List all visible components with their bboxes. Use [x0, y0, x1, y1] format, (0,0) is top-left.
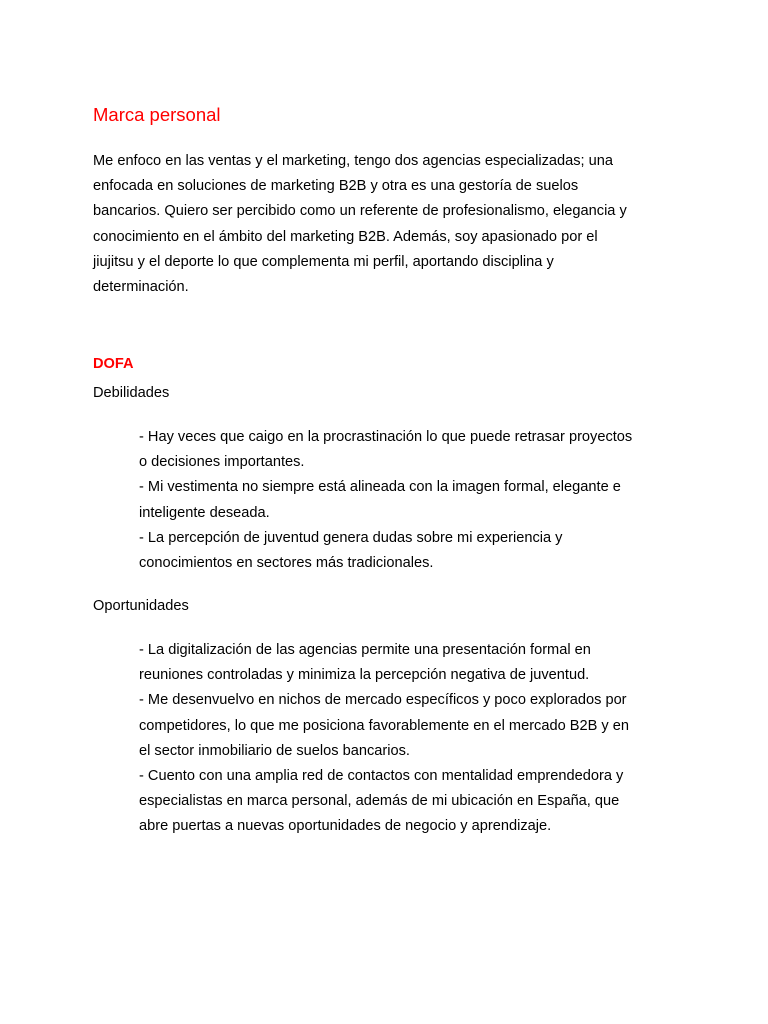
- debilidad-item-juventud: - La percepción de juventud genera dudas sobre mi experiencia y conocimientos en sectores más tradicionales.: [139, 529, 563, 572]
- oportunidad-item-digitalizacion: - La digitalización de las agencias permite una presentación formal en reuniones controladas y minimiza la percepción negativa de juventud.: [139, 642, 591, 684]
- document-title: Marca personal: [93, 104, 221, 125]
- dofa-heading: DOFA: [93, 356, 134, 372]
- debilidades-label: Debilidades: [93, 385, 170, 401]
- oportunidad-item-contactos: - Cuento con una amplia red de contactos con mentalidad emprendedora y especialistas en marca personal, además de mi ubicación en España, que abre puertas a nuevas oportunidades de negocio y aprendizaje.: [139, 768, 624, 835]
- debilidades-list: [139, 425, 699, 576]
- oportunidad-item-nichos: - Me desenvuelvo en nichos de mercado específicos y poco explorados por competidores, lo que me posiciona favorablemente en el mercado B2B y en el sector inmobiliario de suelos bancarios.: [139, 692, 629, 759]
- debilidad-item-vestimenta: - Mi vestimenta no siempre está alineada con la imagen formal, elegante e inteligente deseada.: [139, 479, 621, 521]
- debilidad-item-procrastinacion: - Hay veces que caigo en la procrastinación lo que puede retrasar proyectos o decisiones importantes.: [139, 429, 633, 471]
- oportunidades-list: [139, 638, 699, 840]
- oportunidades-label: Oportunidades: [93, 598, 189, 614]
- intro-paragraph: Me enfoco en las ventas y el marketing, tengo dos agencias especializadas; una enfocada en soluciones de marketing B2B y otra es una gestoría de suelos bancarios. Quiero ser percibido como un referente de profesionalismo, elegancia y conocimiento en el ámbito del marketing B2B. Además, soy apasionado por el jiujitsu y el deporte lo que complementa mi perfil, aportando disciplina y determinación.: [93, 153, 627, 296]
